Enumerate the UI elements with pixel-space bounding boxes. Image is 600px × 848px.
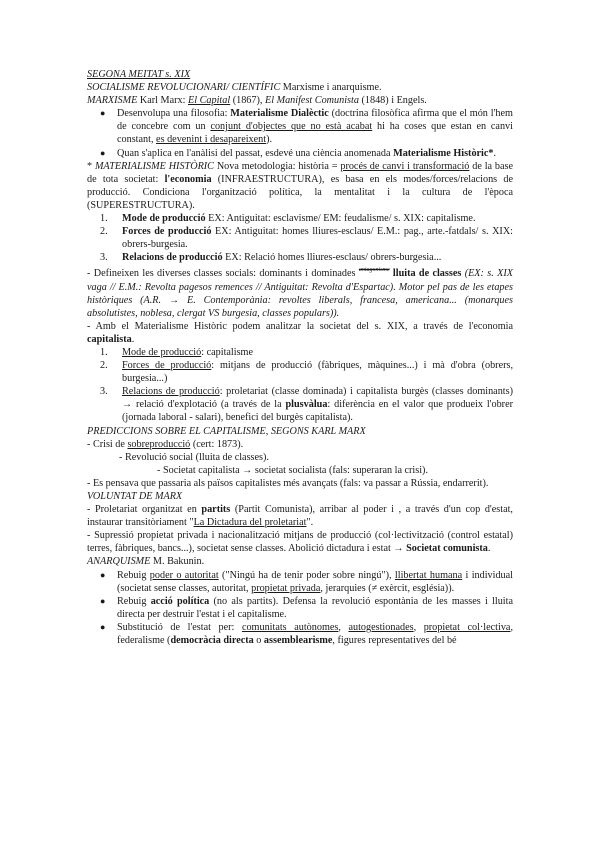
marxisme-line: MARXISME Karl Marx: El Capital (1867), El Manifest Comunista (1848) i Engels.: [87, 95, 427, 107]
section-title-segona-meitat: SEGONA MEITAT s. XIX: [87, 69, 191, 80]
subtitle-socialisme: SOCIALISME REVOLUCIONARI/ CIENTÍFIC Marxisme i anarquisme.: [87, 82, 382, 94]
list-item: ● Rebuig acció política (no als partits). Defensa la revolució espontània de les masses i lluita directa per destruir l'estat i el capitalisme.: [100, 595, 513, 620]
list-item: ● Substitució de l'estat per: comunitats autònomes, autogestionades, propietat col·lectiva, federalisme (democràcia directa o assemblearisme, figures representatives del bé: [100, 621, 514, 647]
list-item: 1. Mode de producció EX: Antiguitat: esclavisme/ EM: feudalisme/ s. XIX: capitalisme.: [100, 213, 476, 225]
prediction-line: - Revolució social (lluita de classes).: [119, 451, 269, 463]
numbered-list-production: [87, 212, 513, 264]
list-item: 3. Relacions de producció: proletariat (classe dominada) i capitalista burgès (classes dominants) → relació d'explotació (a través de la plusvàlua: diferència en el valor que produeix l'obrer (jornada laboral - salari), benefici del burgès capitalista).: [100, 386, 513, 424]
bullet-icon: ●: [100, 108, 106, 119]
numbered-list-capitalism: [87, 346, 513, 425]
bullet-list-marxisme: [87, 107, 513, 159]
list-item: 2. Forces de producció EX: Antiguitat: homes lliures-esclaus/ E.M.: pag., arte.-fatdals/ s. XIX: obrers-burgesia.: [100, 226, 514, 251]
voluntat-paragraph: - Supressió propietat privada i nacionalització mitjans de producció (col·lectivització (control estatal) terres, fàbriques, bancs...), societat sense classes. Abolició dictadura i estat → Societat comunista.: [87, 530, 513, 555]
list-item: 1. Mode de producció: capitalisme: [100, 346, 253, 358]
bullet-icon: ●: [100, 595, 106, 606]
materialisme-historic-paragraph: * MATERIALISME HISTÒRIC Nova metodologia: història = procés de canvi i transformació de la base de tota societat: l'economia (INFRAESTRUCTURA), es basa en els modes/forces/relacions de producció. Condiciona l'organització política, la mentalitat i la cultura de l'època (SUPERESTRUCTURA).: [87, 160, 513, 211]
list-item: ● Quan s'aplica en l'anàlisi del passat, esdevé una ciència anomenada Materialisme Històric*.: [100, 147, 497, 159]
section-title-prediccions: PREDICCIONS SOBRE EL CAPITALISME, SEGONS KARL MARX: [87, 425, 366, 437]
prediction-line: - Es pensava que passaria als països capitalistes més avançats (fals: va passar a Rússia, endarrerit).: [87, 477, 489, 489]
bullet-icon: ●: [100, 621, 106, 632]
analysis-paragraph: - Amb el Materialisme Històric podem analitzar la societat del s. XIX, a través de l'economia capitalista.: [87, 320, 513, 345]
bullet-list-anarquisme: [87, 569, 513, 648]
bullet-icon: ●: [100, 569, 106, 580]
prediction-line: - Crisi de sobreproducció (cert: 1873).: [87, 438, 244, 450]
bullet-icon: ●: [100, 147, 106, 158]
prediction-line: - Societat capitalista → societat socialista (fals: superaran la crisi).: [157, 464, 428, 476]
list-item: 3. Relacions de producció EX: Relació homes lliures-esclaus/ obrers-burgesia...: [100, 252, 442, 264]
list-item: ● Desenvolupa una filosofia: Materialisme Dialèctic (doctrina filosòfica afirma que el món l'hem de concebre com un conjunt d'objectes que no està acabat hi ha coses que estan en canvi constant, es devenint i desapareixent).: [100, 108, 513, 146]
anarquisme-line: ANARQUISME M. Bakunin.: [87, 556, 205, 568]
classes-paragraph: - Defineixen les diverses classes socials: dominants i dominades $^{antagonisme}$ lluita de classes (EX: s. XIX vaga // E.M.: Revolta pagesos remences // Antiguitat: Revolta d'Espartac). Motor pel pas de les etapes històriques (A.R. → E. Contemporània: revoltes liberals, francesa, americana... (monarques absolutistes, noblesa, clergat VS burgesia, classes populars)).: [87, 267, 513, 319]
section-title-voluntat: VOLUNTAT DE MARX: [87, 491, 183, 502]
list-item: 2. Forces de producció: mitjans de producció (fàbriques, màquines...) i mà d'obra (obrers, burgesia...): [100, 360, 513, 385]
voluntat-paragraph: - Proletariat organitzat en partits (Partit Comunista), arribar al poder i , a través d'un cop d'estat, instaurar transitòriament "La Dictadura del proletariat".: [87, 504, 513, 529]
list-item: ● Rebuig poder o autoritat ("Ningú ha de tenir poder sobre ningú"), llibertat humana i individual (societat sense classes, autoritat, propietat privada, jerarquies (≠ exèrcit, església)).: [100, 569, 514, 594]
